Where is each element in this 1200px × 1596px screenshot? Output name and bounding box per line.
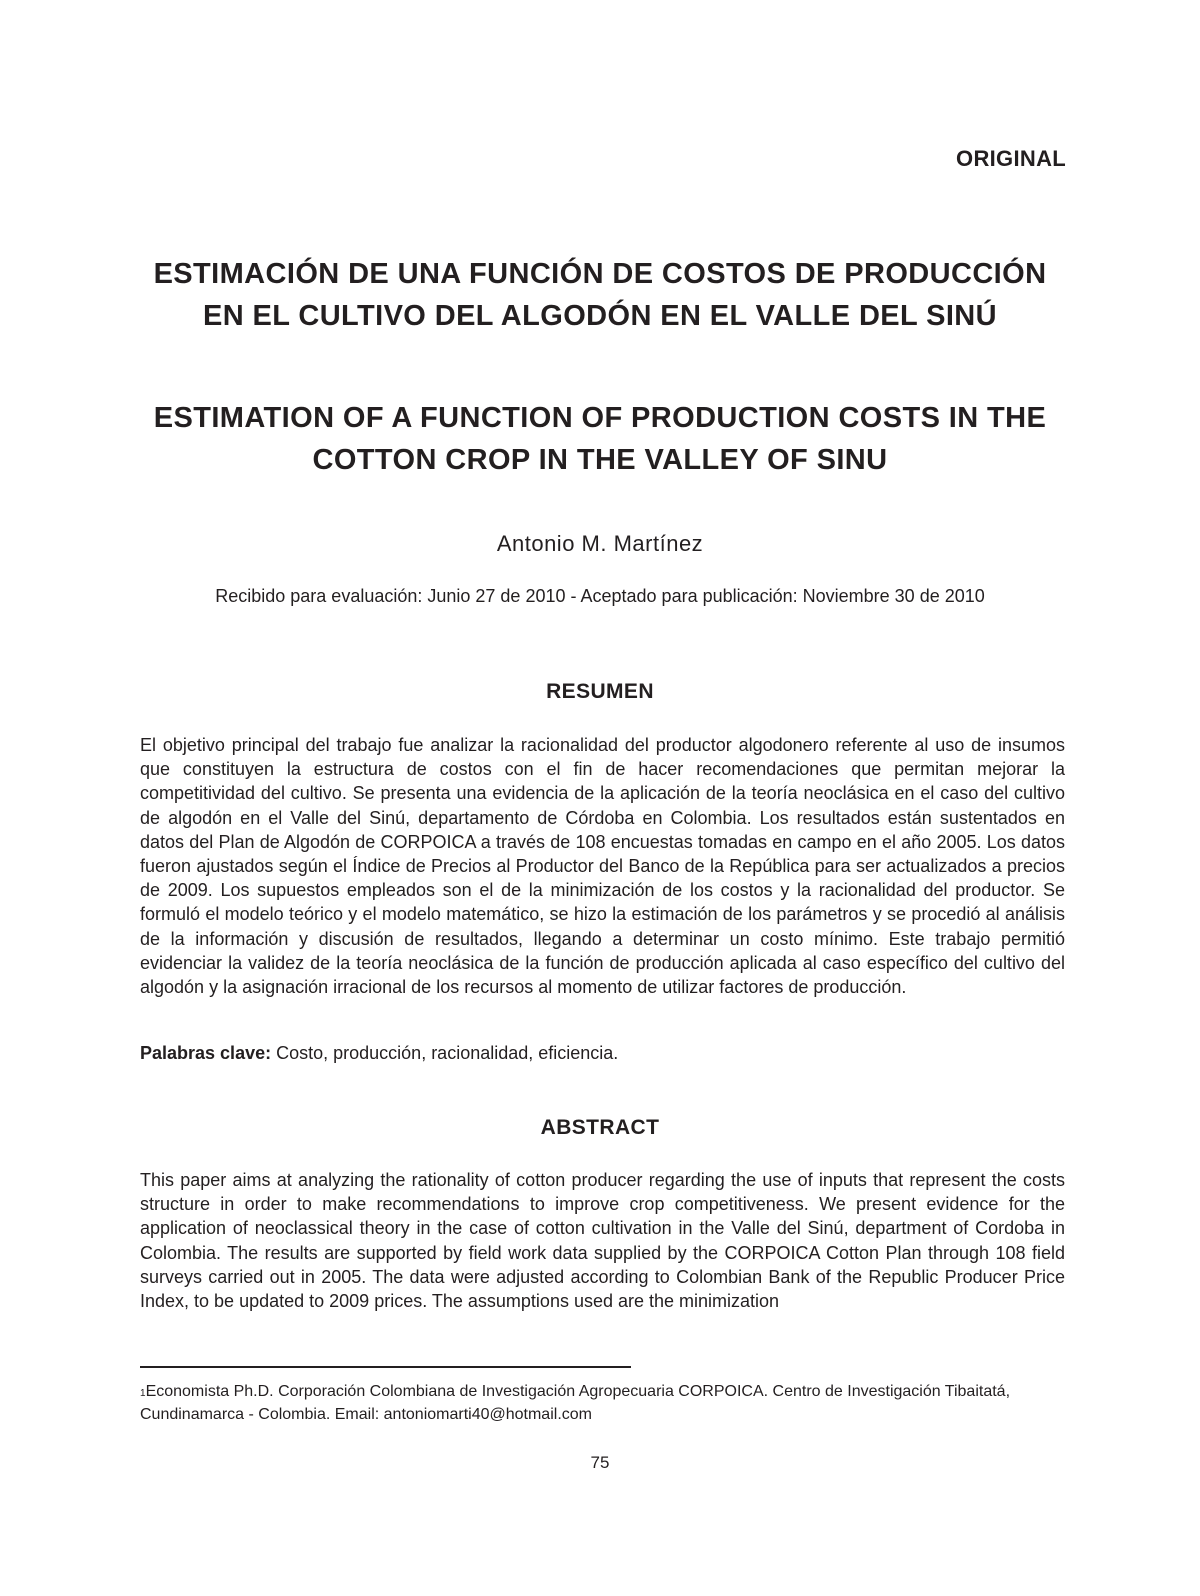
- resumen-heading: RESUMEN: [546, 680, 654, 703]
- submission-dates: Recibido para evaluación: Junio 27 de 2010 - Aceptado para publicación: Noviembre 30 de 2010: [215, 586, 985, 606]
- keywords-label: Palabras clave:: [140, 1043, 272, 1063]
- footnote-marker: 1: [140, 1388, 146, 1399]
- keywords-text: Costo, producción, racionalidad, eficiencia.: [276, 1043, 619, 1063]
- resumen-paragraph: El objetivo principal del trabajo fue analizar la racionalidad del productor algodonero referente al uso de insumos que constituyen la estructura de costos con el fin de hacer recomendaciones que permitan mejorar la competitividad del cultivo. Se presenta una evidencia de la aplicación de la teoría neoclásica en el caso del cultivo de algodón en el Valle del Sinú, departamento de Córdoba en Colombia. Los resultados están sustentados en datos del Plan de Algodón de CORPOICA a través de 108 encuestas tomadas en campo en el año 2005. Los datos fueron ajustados según el Índice de Precios al Productor del Banco de la República para ser actualizados a precios de 2009. Los supuestos empleados son el de la minimización de los costos y la racionalidad del productor. Se formuló el modelo teórico y el modelo matemático, se hizo la estimación de los parámetros y se procedió al análisis de la información y discusión de resultados, llegando a determinar un costo mínimo. Este trabajo permitió evidenciar la validez de la teoría neoclásica de la función de producción aplicada al caso específico del cultivo del algodón y la asignación irracional de los recursos al momento de utilizar factores de producción.: [140, 735, 1065, 998]
- author-footnote: [140, 1380, 1065, 1426]
- article-title-spanish: ESTIMACIÓN DE UNA FUNCIÓN DE COSTOS DE PRODUCCIÓN EN EL CULTIVO DEL ALGODÓN EN EL VALLE DEL SINÚ: [153, 258, 1047, 332]
- abstract-paragraph: This paper aims at analyzing the rationality of cotton producer regarding the use of inputs that represent the costs structure in order to make recommendations to improve crop competitiveness. We present evidence for the application of neoclassical theory in the case of cotton cultivation in the Valle del Sinú, department of Cordoba in Colombia. The results are supported by field work data supplied by the CORPOICA Cotton Plan through 108 field surveys carried out in 2005. The data were adjusted according to Colombian Bank of the Republic Producer Price Index, to be updated to 2009 prices. The assumptions used are the minimization: [140, 1170, 1065, 1312]
- keywords-line: [140, 1043, 618, 1064]
- abstract-heading: ABSTRACT: [540, 1116, 660, 1139]
- footnote-line-2: Cundinamarca - Colombia. Email: antoniomarti40@hotmail.com: [140, 1406, 592, 1423]
- footnote-divider: [140, 1366, 631, 1368]
- article-title-english: ESTIMATION OF A FUNCTION OF PRODUCTION COSTS IN THE COTTON CROP IN THE VALLEY OF SINU: [153, 402, 1047, 476]
- section-label: ORIGINAL: [956, 146, 1066, 171]
- author-name: Antonio M. Martínez: [496, 531, 704, 556]
- footnote-line-1: Economista Ph.D. Corporación Colombiana de Investigación Agropecuaria CORPOICA. Centro de Investigación Tibaitatá,: [145, 1383, 1011, 1400]
- page-number: 75: [590, 1453, 610, 1472]
